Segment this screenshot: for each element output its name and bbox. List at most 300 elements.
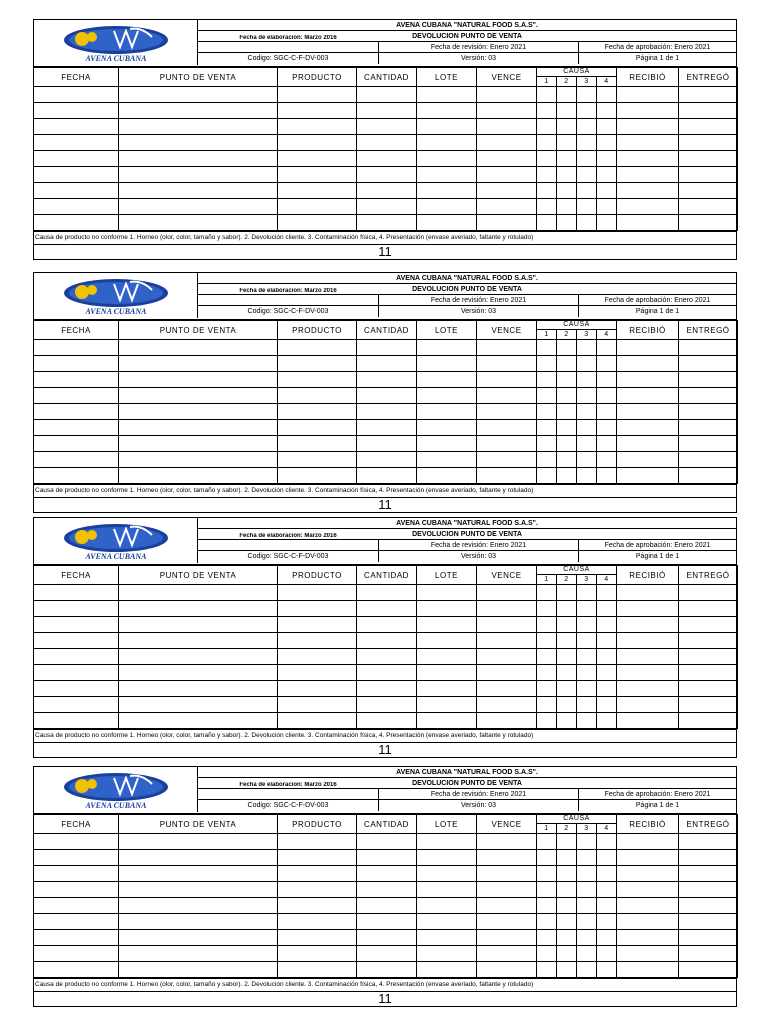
table-cell[interactable] [119,946,278,962]
table-cell[interactable] [357,468,417,484]
table-cell[interactable] [34,372,119,388]
table-cell[interactable] [679,681,738,697]
table-cell[interactable] [679,215,738,231]
table-cell[interactable] [597,665,617,681]
table-cell[interactable] [537,436,557,452]
table-cell[interactable] [577,420,597,436]
table-cell[interactable] [617,898,679,914]
table-cell[interactable] [34,199,119,215]
table-cell[interactable] [679,962,738,978]
table-cell[interactable] [577,388,597,404]
table-cell[interactable] [357,452,417,468]
table-cell[interactable] [119,372,278,388]
table-cell[interactable] [357,882,417,898]
table-cell[interactable] [597,713,617,729]
table-cell[interactable] [417,914,477,930]
table-cell[interactable] [477,946,537,962]
table-cell[interactable] [679,183,738,199]
table-cell[interactable] [119,697,278,713]
table-cell[interactable] [577,898,597,914]
table-cell[interactable] [278,388,357,404]
table-cell[interactable] [597,215,617,231]
table-cell[interactable] [617,199,679,215]
table-cell[interactable] [679,151,738,167]
table-cell[interactable] [617,388,679,404]
table-cell[interactable] [557,167,577,183]
table-cell[interactable] [577,665,597,681]
table-cell[interactable] [278,834,357,850]
table-cell[interactable] [577,601,597,617]
table-cell[interactable] [537,633,557,649]
table-cell[interactable] [597,151,617,167]
table-cell[interactable] [597,404,617,420]
table-cell[interactable] [417,436,477,452]
table-cell[interactable] [477,882,537,898]
table-cell[interactable] [597,388,617,404]
table-cell[interactable] [119,87,278,103]
table-cell[interactable] [417,135,477,151]
table-cell[interactable] [34,850,119,866]
table-cell[interactable] [34,601,119,617]
table-cell[interactable] [679,713,738,729]
table-cell[interactable] [357,404,417,420]
table-cell[interactable] [617,930,679,946]
table-cell[interactable] [477,665,537,681]
table-cell[interactable] [119,119,278,135]
table-cell[interactable] [357,183,417,199]
table-cell[interactable] [34,452,119,468]
table-cell[interactable] [679,601,738,617]
table-cell[interactable] [278,372,357,388]
table-cell[interactable] [357,930,417,946]
table-cell[interactable] [119,713,278,729]
table-cell[interactable] [537,914,557,930]
table-cell[interactable] [34,183,119,199]
table-cell[interactable] [477,420,537,436]
table-cell[interactable] [577,697,597,713]
table-cell[interactable] [417,404,477,420]
table-cell[interactable] [577,372,597,388]
table-cell[interactable] [34,665,119,681]
table-cell[interactable] [537,404,557,420]
table-cell[interactable] [278,697,357,713]
table-cell[interactable] [278,713,357,729]
table-cell[interactable] [357,103,417,119]
table-cell[interactable] [357,372,417,388]
table-cell[interactable] [477,633,537,649]
table-cell[interactable] [278,103,357,119]
table-cell[interactable] [577,946,597,962]
table-cell[interactable] [597,649,617,665]
table-cell[interactable] [119,866,278,882]
table-cell[interactable] [597,167,617,183]
table-cell[interactable] [537,356,557,372]
table-cell[interactable] [357,681,417,697]
table-cell[interactable] [679,649,738,665]
table-cell[interactable] [417,850,477,866]
table-cell[interactable] [679,452,738,468]
table-cell[interactable] [34,356,119,372]
table-cell[interactable] [417,834,477,850]
table-cell[interactable] [357,167,417,183]
table-cell[interactable] [617,914,679,930]
table-cell[interactable] [597,633,617,649]
table-cell[interactable] [597,898,617,914]
table-cell[interactable] [557,452,577,468]
table-cell[interactable] [119,601,278,617]
table-cell[interactable] [119,436,278,452]
table-cell[interactable] [357,420,417,436]
table-cell[interactable] [417,946,477,962]
table-cell[interactable] [34,135,119,151]
table-cell[interactable] [577,649,597,665]
table-cell[interactable] [597,617,617,633]
table-cell[interactable] [557,119,577,135]
table-cell[interactable] [617,215,679,231]
table-cell[interactable] [357,633,417,649]
table-cell[interactable] [557,898,577,914]
table-cell[interactable] [679,404,738,420]
table-cell[interactable] [34,585,119,601]
table-cell[interactable] [417,103,477,119]
table-cell[interactable] [417,898,477,914]
table-cell[interactable] [477,697,537,713]
table-cell[interactable] [119,649,278,665]
table-cell[interactable] [119,681,278,697]
table-cell[interactable] [537,372,557,388]
table-cell[interactable] [617,697,679,713]
table-cell[interactable] [357,151,417,167]
table-cell[interactable] [278,183,357,199]
table-cell[interactable] [119,585,278,601]
table-cell[interactable] [679,468,738,484]
table-cell[interactable] [119,617,278,633]
table-cell[interactable] [34,215,119,231]
table-cell[interactable] [537,103,557,119]
table-cell[interactable] [577,87,597,103]
table-cell[interactable] [278,452,357,468]
table-cell[interactable] [357,119,417,135]
table-cell[interactable] [577,167,597,183]
table-cell[interactable] [357,388,417,404]
table-cell[interactable] [119,898,278,914]
table-cell[interactable] [119,356,278,372]
table-cell[interactable] [34,617,119,633]
table-cell[interactable] [34,882,119,898]
table-cell[interactable] [278,866,357,882]
table-cell[interactable] [679,633,738,649]
table-cell[interactable] [577,436,597,452]
table-cell[interactable] [119,388,278,404]
table-cell[interactable] [357,135,417,151]
table-cell[interactable] [679,167,738,183]
table-cell[interactable] [617,119,679,135]
table-cell[interactable] [477,199,537,215]
table-cell[interactable] [278,681,357,697]
table-cell[interactable] [278,601,357,617]
table-cell[interactable] [597,834,617,850]
table-cell[interactable] [417,681,477,697]
table-cell[interactable] [617,585,679,601]
table-cell[interactable] [577,930,597,946]
table-cell[interactable] [617,633,679,649]
table-cell[interactable] [417,420,477,436]
table-cell[interactable] [278,119,357,135]
table-cell[interactable] [537,420,557,436]
table-cell[interactable] [617,167,679,183]
table-cell[interactable] [617,151,679,167]
table-cell[interactable] [537,468,557,484]
table-cell[interactable] [617,617,679,633]
table-cell[interactable] [597,420,617,436]
table-cell[interactable] [357,914,417,930]
table-cell[interactable] [679,617,738,633]
table-cell[interactable] [477,436,537,452]
table-cell[interactable] [537,151,557,167]
table-cell[interactable] [119,882,278,898]
table-cell[interactable] [679,420,738,436]
table-cell[interactable] [119,167,278,183]
table-cell[interactable] [679,372,738,388]
table-cell[interactable] [417,119,477,135]
table-cell[interactable] [679,866,738,882]
table-cell[interactable] [557,215,577,231]
table-cell[interactable] [357,866,417,882]
table-cell[interactable] [357,617,417,633]
table-cell[interactable] [597,452,617,468]
table-cell[interactable] [617,452,679,468]
table-cell[interactable] [119,452,278,468]
table-cell[interactable] [477,372,537,388]
table-cell[interactable] [34,697,119,713]
table-cell[interactable] [537,601,557,617]
table-cell[interactable] [597,697,617,713]
table-cell[interactable] [557,633,577,649]
table-cell[interactable] [577,617,597,633]
table-cell[interactable] [119,135,278,151]
table-cell[interactable] [597,103,617,119]
table-cell[interactable] [357,665,417,681]
table-cell[interactable] [557,697,577,713]
table-cell[interactable] [557,946,577,962]
table-cell[interactable] [537,834,557,850]
table-cell[interactable] [577,585,597,601]
table-cell[interactable] [34,119,119,135]
table-cell[interactable] [679,199,738,215]
table-cell[interactable] [597,372,617,388]
table-cell[interactable] [617,404,679,420]
table-cell[interactable] [597,681,617,697]
table-cell[interactable] [617,882,679,898]
table-cell[interactable] [557,372,577,388]
table-cell[interactable] [679,946,738,962]
table-cell[interactable] [617,834,679,850]
table-cell[interactable] [557,340,577,356]
table-cell[interactable] [577,404,597,420]
table-cell[interactable] [477,356,537,372]
table-cell[interactable] [597,199,617,215]
table-cell[interactable] [477,681,537,697]
table-cell[interactable] [119,420,278,436]
table-cell[interactable] [557,962,577,978]
table-cell[interactable] [577,834,597,850]
table-cell[interactable] [597,119,617,135]
table-cell[interactable] [278,898,357,914]
table-cell[interactable] [577,215,597,231]
table-cell[interactable] [557,617,577,633]
table-cell[interactable] [357,87,417,103]
table-cell[interactable] [617,946,679,962]
table-cell[interactable] [357,697,417,713]
table-cell[interactable] [34,914,119,930]
table-cell[interactable] [557,135,577,151]
table-cell[interactable] [557,850,577,866]
table-cell[interactable] [557,199,577,215]
table-cell[interactable] [477,866,537,882]
table-cell[interactable] [119,151,278,167]
table-cell[interactable] [597,866,617,882]
table-cell[interactable] [278,135,357,151]
table-cell[interactable] [417,356,477,372]
table-cell[interactable] [357,946,417,962]
table-cell[interactable] [357,850,417,866]
table-cell[interactable] [679,930,738,946]
table-cell[interactable] [278,87,357,103]
table-cell[interactable] [357,436,417,452]
table-cell[interactable] [417,697,477,713]
table-cell[interactable] [417,882,477,898]
table-cell[interactable] [577,866,597,882]
table-cell[interactable] [557,601,577,617]
table-cell[interactable] [119,199,278,215]
table-cell[interactable] [34,681,119,697]
table-cell[interactable] [557,468,577,484]
table-cell[interactable] [417,649,477,665]
table-cell[interactable] [557,183,577,199]
table-cell[interactable] [357,962,417,978]
table-cell[interactable] [679,340,738,356]
table-cell[interactable] [357,199,417,215]
table-cell[interactable] [357,340,417,356]
table-cell[interactable] [34,404,119,420]
table-cell[interactable] [537,167,557,183]
table-cell[interactable] [357,898,417,914]
table-cell[interactable] [617,87,679,103]
table-cell[interactable] [278,617,357,633]
table-cell[interactable] [477,930,537,946]
table-cell[interactable] [537,199,557,215]
table-cell[interactable] [477,167,537,183]
table-cell[interactable] [537,713,557,729]
table-cell[interactable] [477,914,537,930]
table-cell[interactable] [278,665,357,681]
table-cell[interactable] [537,681,557,697]
table-cell[interactable] [577,199,597,215]
table-cell[interactable] [617,962,679,978]
table-cell[interactable] [357,713,417,729]
table-cell[interactable] [417,866,477,882]
table-cell[interactable] [477,649,537,665]
table-cell[interactable] [477,87,537,103]
table-cell[interactable] [597,183,617,199]
table-cell[interactable] [577,633,597,649]
table-cell[interactable] [577,452,597,468]
table-cell[interactable] [357,215,417,231]
table-cell[interactable] [617,850,679,866]
table-cell[interactable] [557,914,577,930]
table-cell[interactable] [597,914,617,930]
table-cell[interactable] [477,850,537,866]
table-cell[interactable] [617,340,679,356]
table-cell[interactable] [577,850,597,866]
table-cell[interactable] [537,452,557,468]
table-cell[interactable] [557,151,577,167]
table-cell[interactable] [577,151,597,167]
table-cell[interactable] [34,87,119,103]
table-cell[interactable] [679,436,738,452]
table-cell[interactable] [537,649,557,665]
table-cell[interactable] [617,372,679,388]
table-cell[interactable] [617,103,679,119]
table-cell[interactable] [357,356,417,372]
table-cell[interactable] [34,167,119,183]
table-cell[interactable] [477,452,537,468]
table-cell[interactable] [119,103,278,119]
table-cell[interactable] [557,681,577,697]
table-cell[interactable] [537,962,557,978]
table-cell[interactable] [119,340,278,356]
table-cell[interactable] [557,436,577,452]
table-cell[interactable] [617,713,679,729]
table-cell[interactable] [119,962,278,978]
table-cell[interactable] [278,199,357,215]
table-cell[interactable] [278,356,357,372]
table-cell[interactable] [617,420,679,436]
table-cell[interactable] [597,87,617,103]
table-cell[interactable] [537,340,557,356]
table-cell[interactable] [537,388,557,404]
table-cell[interactable] [278,649,357,665]
table-cell[interactable] [577,103,597,119]
table-cell[interactable] [417,633,477,649]
table-cell[interactable] [119,930,278,946]
table-cell[interactable] [577,340,597,356]
table-cell[interactable] [597,850,617,866]
table-cell[interactable] [537,215,557,231]
table-cell[interactable] [597,340,617,356]
table-cell[interactable] [278,404,357,420]
table-cell[interactable] [34,436,119,452]
table-cell[interactable] [597,468,617,484]
table-cell[interactable] [477,834,537,850]
table-cell[interactable] [417,151,477,167]
table-cell[interactable] [119,834,278,850]
table-cell[interactable] [557,420,577,436]
table-cell[interactable] [278,962,357,978]
table-cell[interactable] [617,866,679,882]
table-cell[interactable] [278,340,357,356]
table-cell[interactable] [477,388,537,404]
table-cell[interactable] [417,468,477,484]
table-cell[interactable] [557,87,577,103]
table-cell[interactable] [34,340,119,356]
table-cell[interactable] [537,135,557,151]
table-cell[interactable] [537,87,557,103]
table-cell[interactable] [617,649,679,665]
table-cell[interactable] [278,585,357,601]
table-cell[interactable] [34,713,119,729]
table-cell[interactable] [357,601,417,617]
